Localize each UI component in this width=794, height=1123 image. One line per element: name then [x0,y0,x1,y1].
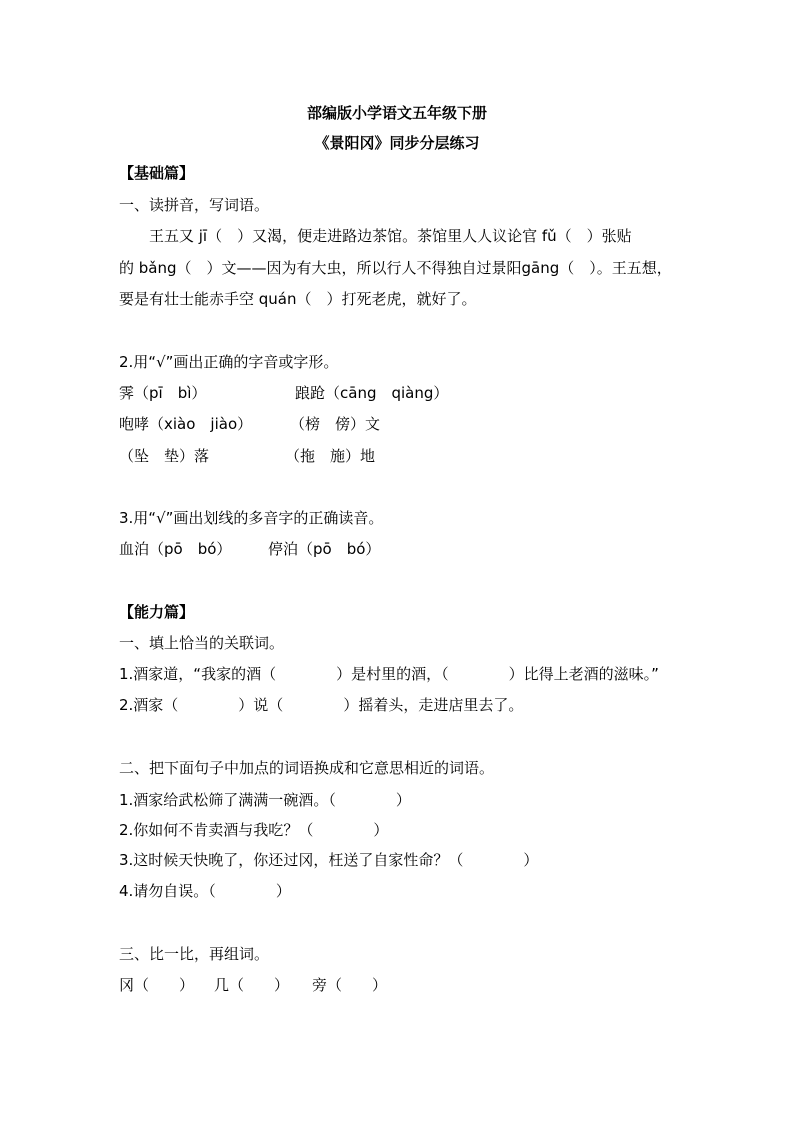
doc-title: 部编版小学语文五年级下册 [306,104,487,122]
s2-item: 2.你如何不肯卖酒与我吃？（ ） [119,821,389,839]
s2-item: 3.这时候天快晚了，你还过冈，枉送了自家性命？（ ） [119,851,539,869]
s2-item: 1.酒家给武松筛了满满一碗酒。（ ） [119,791,411,809]
q1-paragraph-line: 要是有壮士能赤手空 quán（ ）打死老虎，就好了。 [119,290,477,308]
q3-item: 停泊（pō bó） [268,540,381,558]
q2-item: （坠 垫）落 [119,447,210,465]
doc-subtitle: 《景阳冈》同步分层练习 [314,134,480,152]
basic-heading: 【基础篇】 [119,164,195,182]
q1-paragraph-line: 王五又 jī（ ）又渴，便走进路边茶馆。茶馆里人人议论官 fǔ（ ）张贴 [119,227,632,245]
q2-item: 霁（pī bì） [119,384,207,402]
s1-item: 2.酒家（ ）说（ ）摇着头，走进店里去了。 [119,696,524,714]
q3-title: 3.用“√”画出划线的多音字的正确读音。 [119,509,384,527]
s2-title: 二、把下面句子中加点的词语换成和它意思相近的词语。 [119,759,495,777]
s3-item: 旁（ ） [312,976,388,994]
ability-heading: 【能力篇】 [119,603,195,621]
s2-item: 4.请勿自误。（ ） [119,882,291,900]
s1-title: 一、填上恰当的关联词。 [119,634,285,652]
s1-item: 1.酒家道，“我家的酒（ ）是村里的酒，（ ）比得上老酒的滋味。” [119,665,659,683]
s3-item: 几（ ） [214,976,290,994]
q1-title: 一、读拼音，写词语。 [119,196,270,214]
q2-item: （榜 傍）文 [290,415,381,433]
q3-item: 血泊（pō bó） [119,540,232,558]
q2-title: 2.用“√”画出正确的字音或字形。 [119,353,339,371]
s3-item: 冈（ ） [119,976,195,994]
q1-paragraph-line: 的 bǎng（ ）文——因为有大虫，所以行人不得独自过景阳gāng（ ）。王五想， [119,259,672,277]
q2-item: （拖 施）地 [285,447,376,465]
q2-item: 咆哮（xiào jiào） [119,415,253,433]
s3-title: 三、比一比，再组词。 [119,945,270,963]
q2-item: 踉跄（cāng qiàng） [295,384,449,402]
